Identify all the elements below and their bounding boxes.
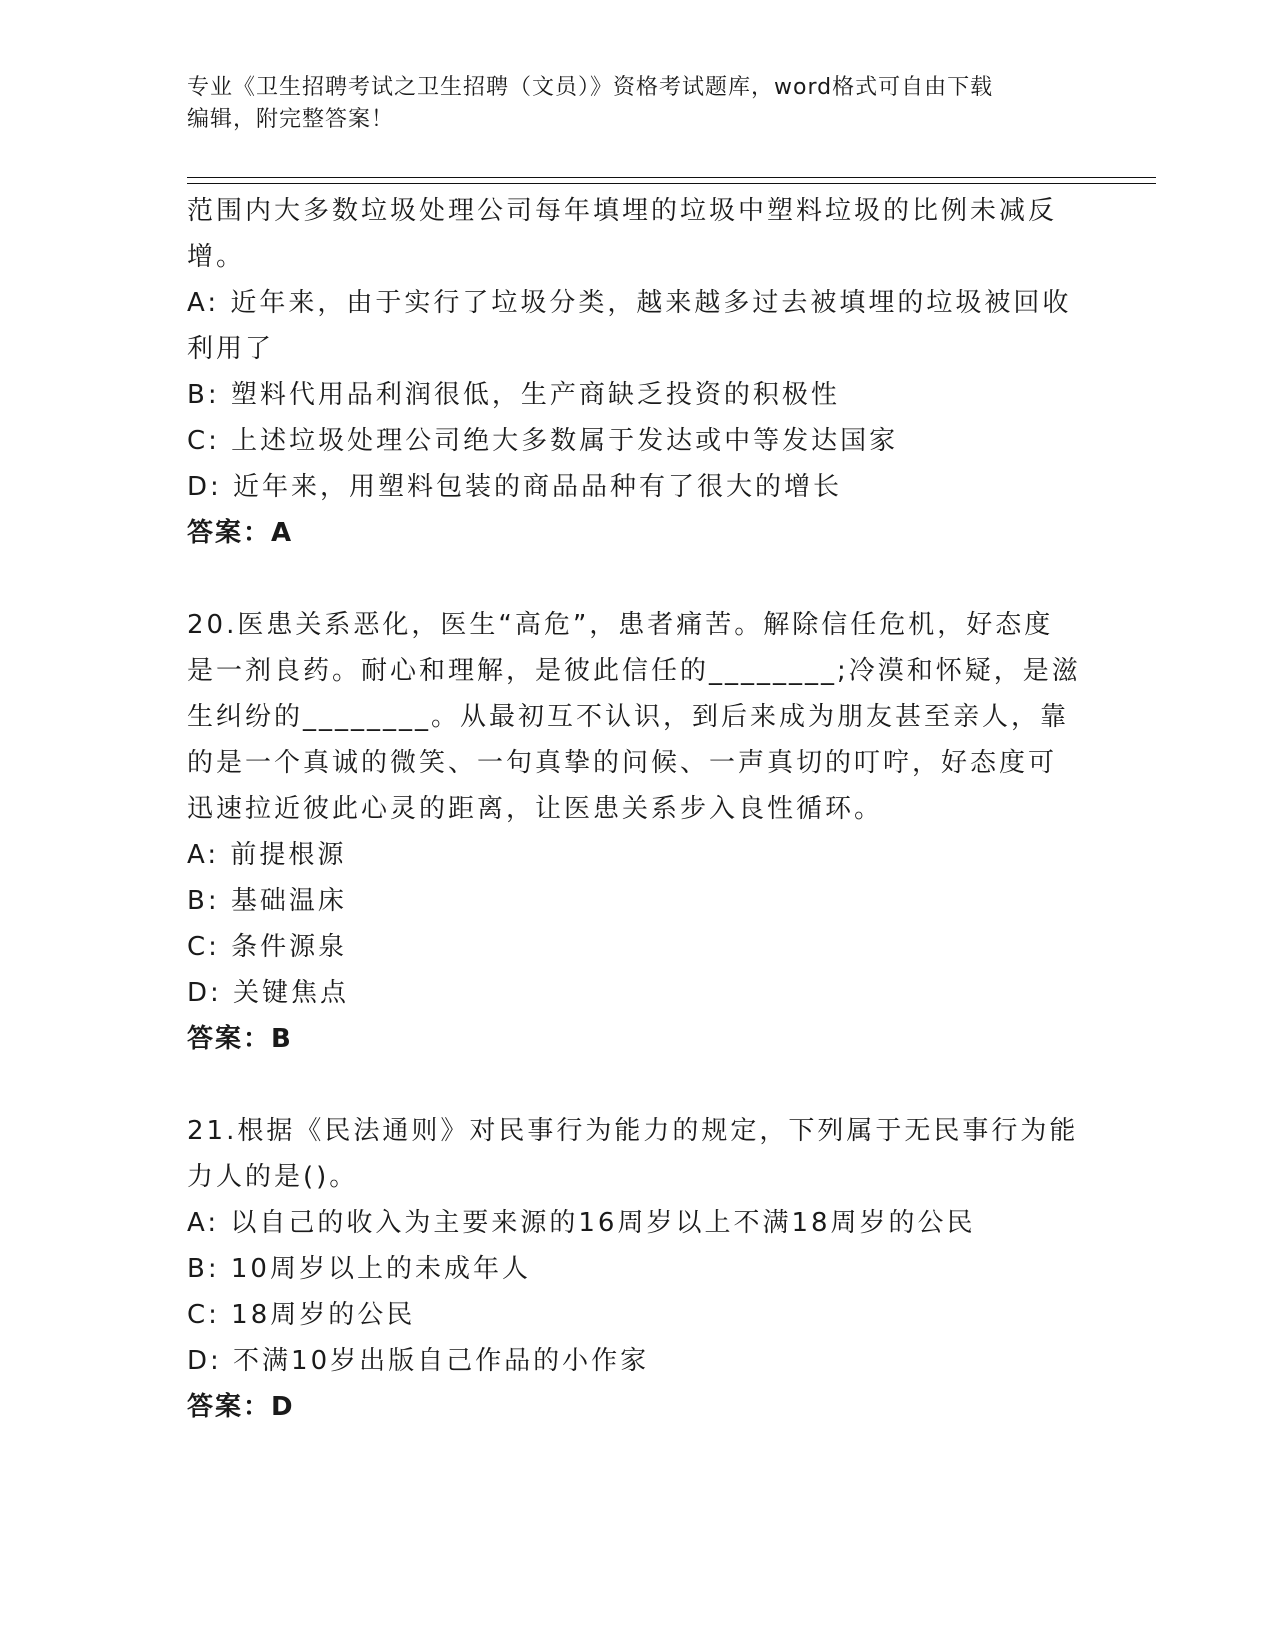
- option-c: C: 条件源泉: [187, 932, 348, 962]
- spacer: [187, 556, 1087, 602]
- option-a: A: 以自己的收入为主要来源的16周岁以上不满18周岁的公民: [187, 1208, 976, 1238]
- header-line-2: 编辑，附完整答案！: [187, 107, 395, 132]
- question-text-line: 范围内大多数垃圾处理公司每年填埋的垃圾中塑料垃圾的比例未减反: [187, 196, 1058, 226]
- option-a-continued: 利用了: [187, 334, 275, 364]
- option-c: C: 上述垃圾处理公司绝大多数属于发达或中等发达国家: [187, 426, 899, 456]
- question-text-line: 20.医患关系恶化，医生“高危”，患者痛苦。解除信任危机，好态度: [187, 610, 1054, 640]
- option-d: D: 不满10岁出版自己作品的小作家: [187, 1346, 650, 1376]
- header-divider-top: [187, 177, 1156, 178]
- question-text-line: 力人的是()。: [187, 1162, 359, 1192]
- answer: 答案：A: [187, 518, 294, 548]
- option-c: C: 18周岁的公民: [187, 1300, 416, 1330]
- question-21: [187, 1108, 1087, 1430]
- question-text-line: 21.根据《民法通则》对民事行为能力的规定，下列属于无民事行为能: [187, 1116, 1079, 1146]
- question-text-line: 迅速拉近彼此心灵的距离，让医患关系步入良性循环。: [187, 794, 884, 824]
- question-text-line: 增。: [187, 242, 246, 272]
- question-text-line: 是一剂良药。耐心和理解，是彼此信任的________;冷漠和怀疑，是滋: [187, 656, 1081, 686]
- question-list: [187, 188, 1087, 1430]
- option-a: A: 前提根源: [187, 840, 347, 870]
- option-d: D: 关键焦点: [187, 978, 350, 1008]
- answer: 答案：D: [187, 1392, 295, 1422]
- question-20: [187, 602, 1087, 1062]
- option-d: D: 近年来，用塑料包装的商品品种有了很大的增长: [187, 472, 843, 502]
- option-b: B: 10周岁以上的未成年人: [187, 1254, 531, 1284]
- option-b: B: 基础温床: [187, 886, 347, 916]
- question-text-line: 生纠纷的________。从最初互不认识，到后来成为朋友甚至亲人，靠: [187, 702, 1070, 732]
- document-header: [187, 72, 1087, 136]
- question-text-line: 的是一个真诚的微笑、一句真挚的问候、一声真切的叮咛，好态度可: [187, 748, 1058, 778]
- header-line-1: 专业《卫生招聘考试之卫生招聘（文员）》资格考试题库，word格式可自由下载: [187, 75, 994, 100]
- question-19: [187, 188, 1087, 556]
- option-b: B: 塑料代用品利润很低，生产商缺乏投资的积极性: [187, 380, 840, 410]
- spacer: [187, 1062, 1087, 1108]
- option-a: A: 近年来，由于实行了垃圾分类，越来越多过去被填埋的垃圾被回收: [187, 288, 1072, 318]
- header-divider-bottom: [187, 183, 1156, 184]
- answer: 答案：B: [187, 1024, 293, 1054]
